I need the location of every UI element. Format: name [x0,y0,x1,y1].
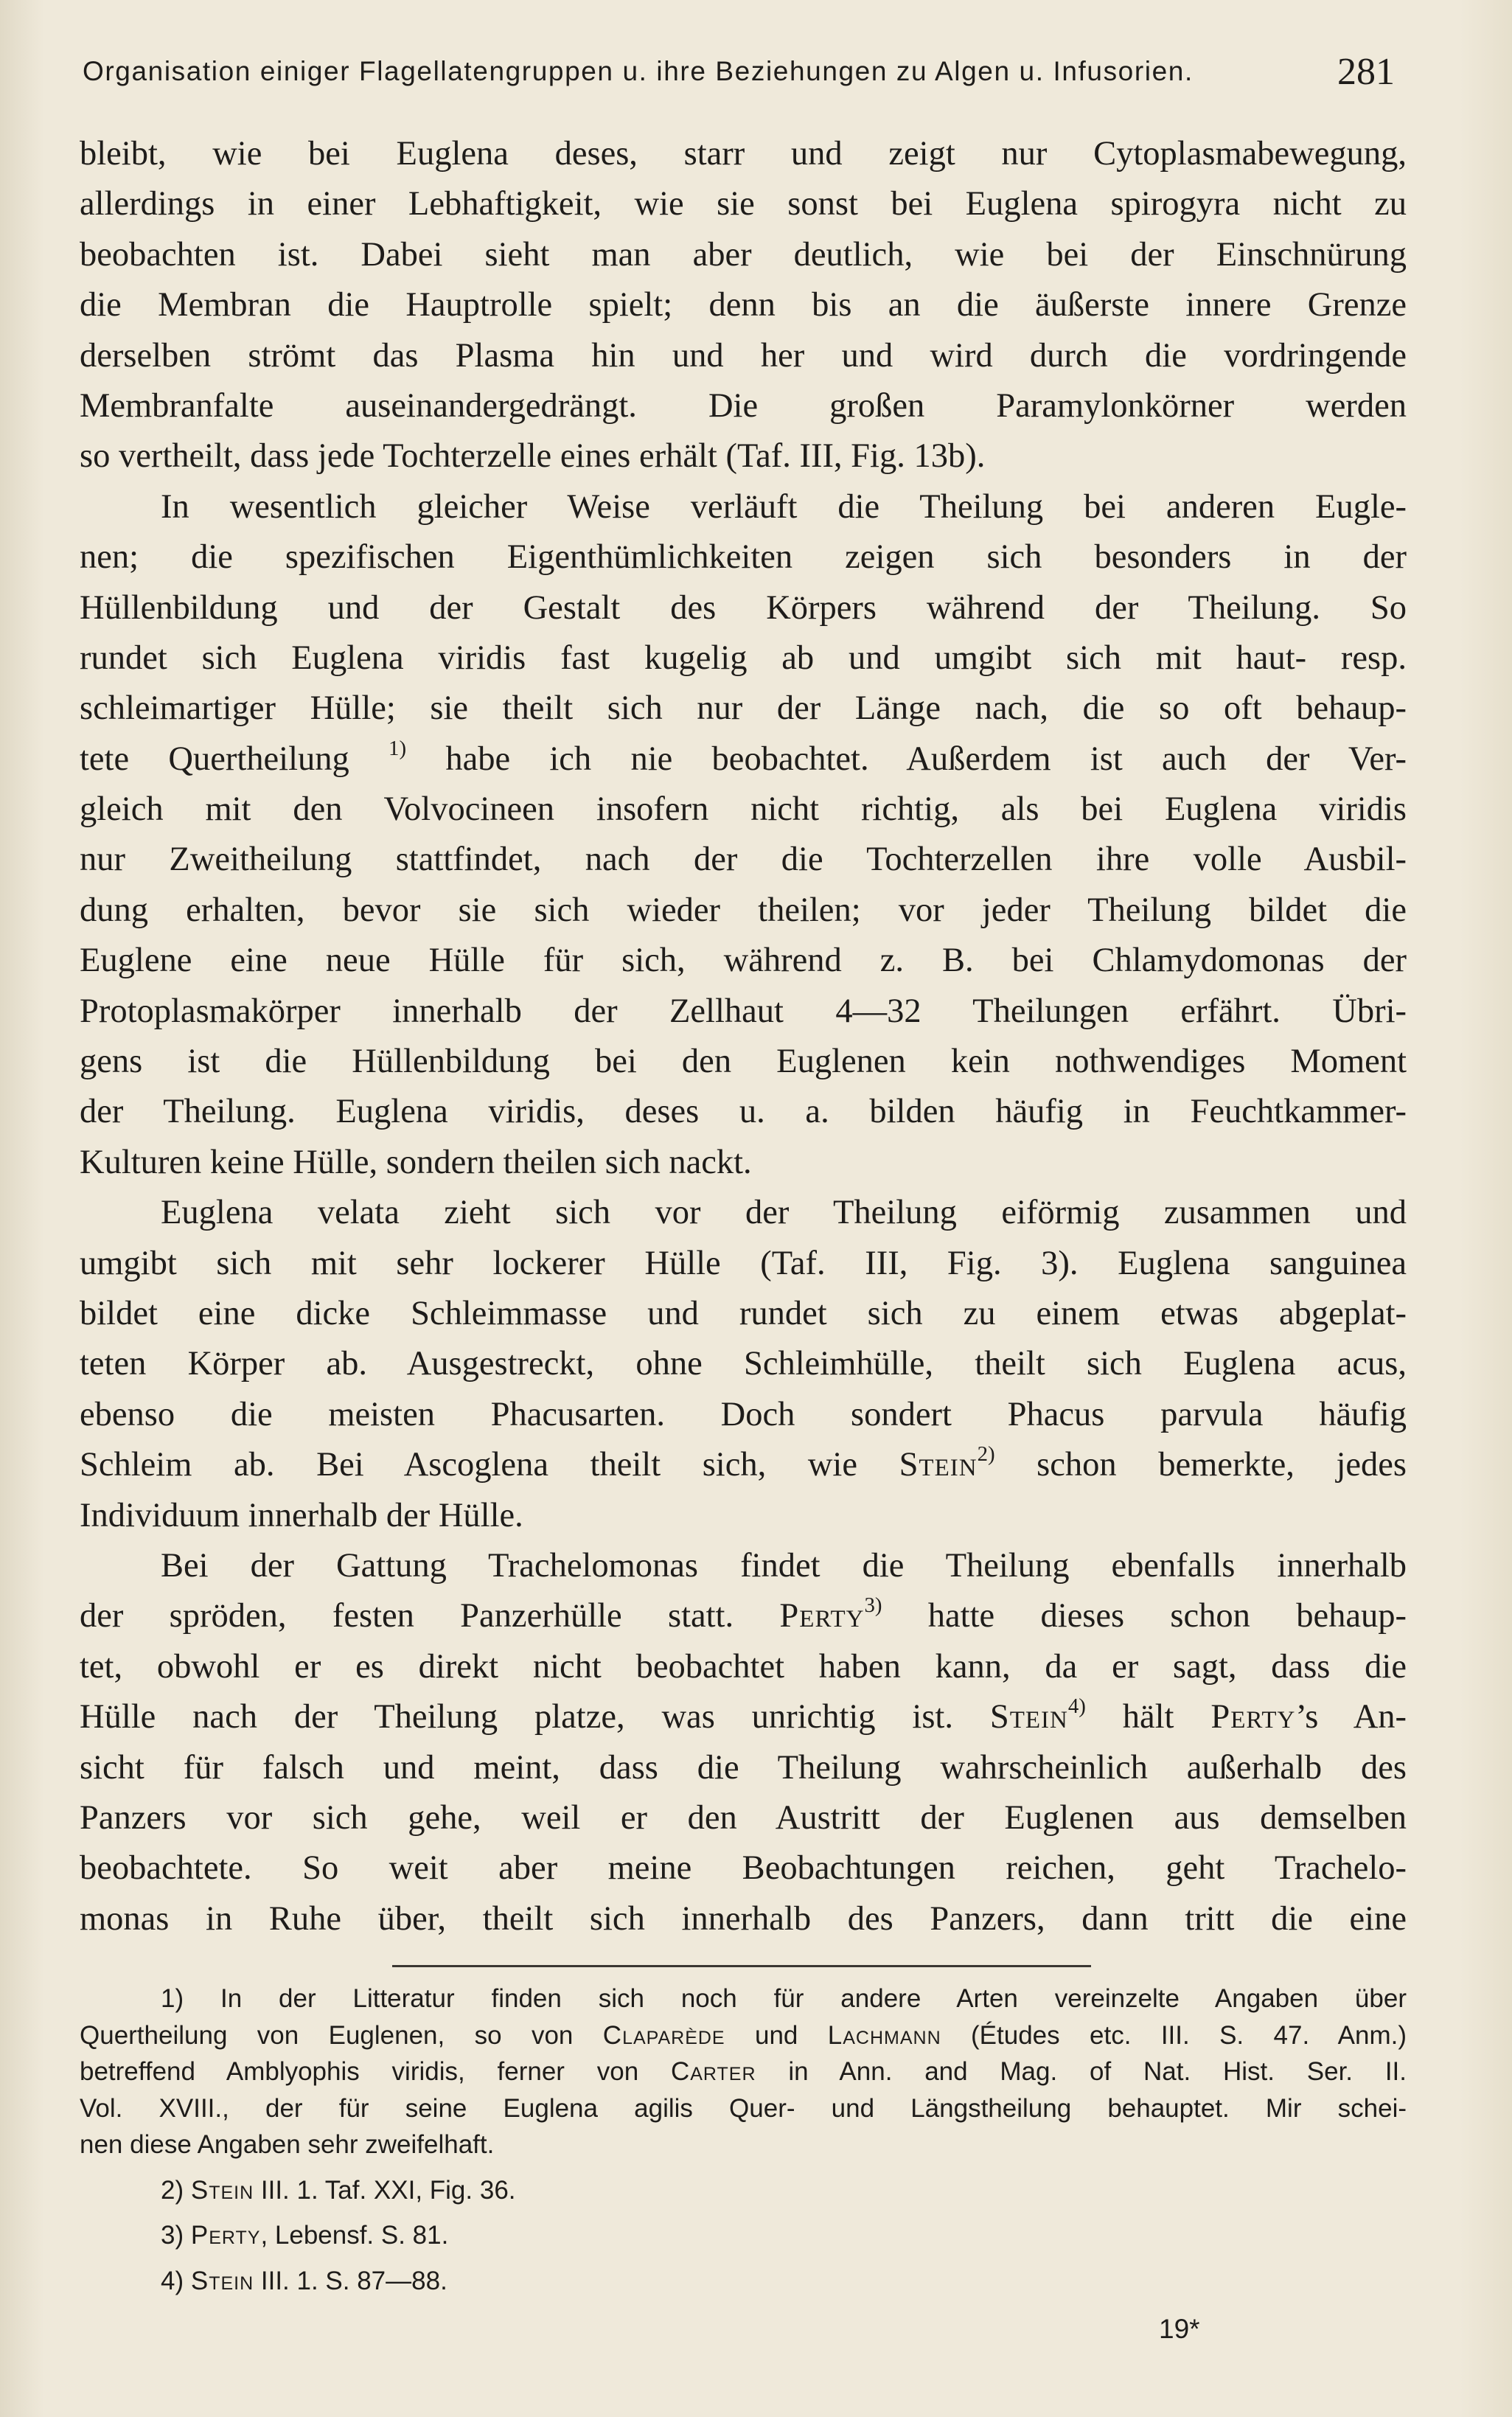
text-line: der Theilung. Euglena viridis, deses u. a. bilden häufig in Feuchtkammer- [80,1093,1407,1131]
text-line: Individuum innerhalb der Hülle. [80,1496,523,1534]
author-name: Perty [190,2221,261,2250]
text-segment: III. 1. Taf. XXI, Fig. 36. [254,2175,516,2205]
text-line: ebenso die meisten Phacusarten. Doch sondert Phacus parvula häufig [80,1395,1407,1433]
footnote-number: 4) [161,2266,184,2295]
text-line: schleimartiger Hülle; sie theilt sich nur der Länge nach, die so oft behaup- [80,689,1407,728]
text-line: Euglena velata zieht sich vor der Theilung eiförmig zusammen und [161,1194,1407,1232]
page-header [83,50,1395,102]
author-name: Stein [190,2266,254,2295]
text-segment: An- [1318,1698,1407,1736]
text-line: so vertheilt, dass jede Tochterzelle eines erhält (Taf. III, Fig. 13b). [80,437,986,476]
author-name: Stein [899,1446,978,1484]
text-line: beobachtete. So weit aber meine Beobachtungen reichen, geht Trachelo- [80,1849,1407,1888]
footnote-4 [80,2263,1407,2300]
text-line: Hüllenbildung und der Gestalt des Körpers während der Theilung. So [80,588,1407,627]
text-segment: schon bemerkte, jedes [994,1446,1407,1484]
text-line: Bei der Gattung Trachelomonas findet die Theilung ebenfalls innerhalb [161,1546,1407,1585]
printer-signature: 19* [1159,2314,1200,2344]
footnote-ref-2: 2) [977,1441,995,1466]
footnote-3 [80,2217,1407,2254]
text-line: sicht für falsch und meint, dass die Theilung wahrscheinlich außerhalb des [80,1748,1407,1787]
running-title: Organisation einiger Flagellatengruppen u. ihre Beziehungen zu Algen u. Infusorien. [83,56,1194,86]
text-line: bleibt, wie bei Euglena deses, starr und zeigt nur Cytoplasmabewegung, [80,135,1407,173]
text-segment: habe ich nie beobachtet. Außerdem ist auch der Ver- [406,740,1407,778]
text-segment: der spröden, festen Panzerhülle statt. [80,1597,734,1635]
footnote-1: 1) In der Litteratur finden sich noch für andere Arten vereinzelte Angaben über [161,1984,1407,2013]
text-line: derselben strömt das Plasma hin und her und wird durch die vordringende [80,336,1407,375]
text-line: gleich mit den Volvocineen insofern nicht richtig, als bei Euglena viridis [80,790,1407,829]
text-line: Protoplasmakörper innerhalb der Zellhaut 4—32 Theilungen erfährt. Übri- [80,992,1407,1030]
footnote-line: Vol. XVIII., der für seine Euglena agilis Quer- und Längstheilung behauptet. Mir schei- [80,2093,1407,2123]
text-line: In wesentlich gleicher Weise verläuft die Theilung bei anderen Eugle- [161,487,1407,526]
text-line: umgibt sich mit sehr lockerer Hülle (Taf. III, Fig. 3). Euglena sanguinea [80,1244,1407,1282]
text-line [80,1692,1407,1742]
text-segment: Quertheilung von Euglenen, so von [80,2020,574,2050]
text-segment: hatte dieses schon behaup- [882,1597,1407,1635]
footnote-rule [392,1965,1091,1967]
text-line: beobachten ist. Dabei sieht man aber deutlich, wie bei der Einschnürung [80,235,1407,274]
text-line: Kulturen keine Hülle, sondern theilen sich nackt. [80,1143,752,1181]
text-segment: tete Quertheilung [80,740,349,778]
author-name: Perty [1210,1698,1296,1736]
text-line: nur Zweitheilung stattfindet, nach der die Tochterzellen ihre volle Ausbil- [80,841,1407,879]
text-line [80,1591,1407,1641]
text-segment: ’s [1295,1698,1319,1736]
text-line [80,1440,1407,1490]
text-segment: , Lebensf. S. 81. [260,2221,449,2250]
text-line: Euglene eine neue Hülle für sich, während z. B. bei Chlamydomonas der [80,942,1407,980]
footnote-number: 2) [161,2175,184,2205]
text-line: Panzers vor sich gehe, weil er den Austritt der Euglenen aus demselben [80,1798,1407,1837]
text-line: nen; die spezifischen Eigenthümlichkeiten zeigen sich besonders in der [80,538,1407,577]
text-line: dung erhalten, bevor sie sich wieder theilen; vor jeder Theilung bildet die [80,891,1407,929]
author-name: Lachmann [827,2020,941,2050]
text-line: teten Körper ab. Ausgestreckt, ohne Schleimhülle, theilt sich Euglena acus, [80,1345,1407,1383]
text-line: bildet eine dicke Schleimmasse und rundet sich zu einem etwas abgeplat- [80,1294,1407,1332]
text-line: Membranfalte auseinandergedrängt. Die großen Paramylonkörner werden [80,386,1407,425]
text-segment: Schleim ab. Bei Ascoglena theilt sich, wie [80,1446,857,1484]
footnote-line [80,2053,1407,2090]
text-line: die Membran die Hauptrolle spielt; denn bis an die äußerste innere Grenze [80,286,1407,324]
body-text [80,129,1407,1944]
text-line: gens ist die Hüllenbildung bei den Euglenen kein nothwendiges Moment [80,1043,1407,1081]
text-line: tet, obwohl er es direkt nicht beobachtet haben kann, da er sagt, dass die [80,1647,1407,1686]
footnote-ref-3: 3) [864,1593,882,1618]
text-segment: betreffend Amblyophis viridis, ferner von [80,2057,639,2086]
text-line: rundet sich Euglena viridis fast kugelig ab und umgibt sich mit haut- resp. [80,639,1407,677]
text-line: allerdings in einer Lebhaftigkeit, wie sie sonst bei Euglena spirogyra nicht zu [80,185,1407,223]
footnote-ref-1: 1) [389,736,407,760]
footnote-line [80,2017,1407,2054]
page-number: 281 [1337,51,1395,93]
text-line [80,734,1407,785]
text-segment: III. 1. S. 87—88. [254,2266,447,2295]
text-segment: und [725,2020,828,2050]
footnote-number: 3) [161,2221,184,2250]
author-name: Carter [670,2057,756,2086]
footnote-2 [80,2172,1407,2209]
text-segment: in Ann. and Mag. of Nat. Hist. Ser. II. [756,2057,1407,2086]
footnote-ref-4: 4) [1067,1694,1086,1718]
author-name: Stein [190,2175,254,2205]
text-line: monas in Ruhe über, theilt sich innerhalb des Panzers, dann tritt die eine [80,1899,1407,1938]
footnotes [80,1980,1407,2299]
footnote-line: nen diese Angaben sehr zweifelhaft. [80,2130,495,2159]
author-name: Claparède [602,2020,725,2050]
author-name: Stein [989,1698,1068,1736]
text-segment: hält [1085,1698,1211,1736]
text-segment: (Études etc. III. S. 47. Anm.) [941,2020,1407,2050]
author-name: Perty [779,1597,865,1635]
text-segment: Hülle nach der Theilung platze, was unrichtig ist. [80,1698,953,1736]
